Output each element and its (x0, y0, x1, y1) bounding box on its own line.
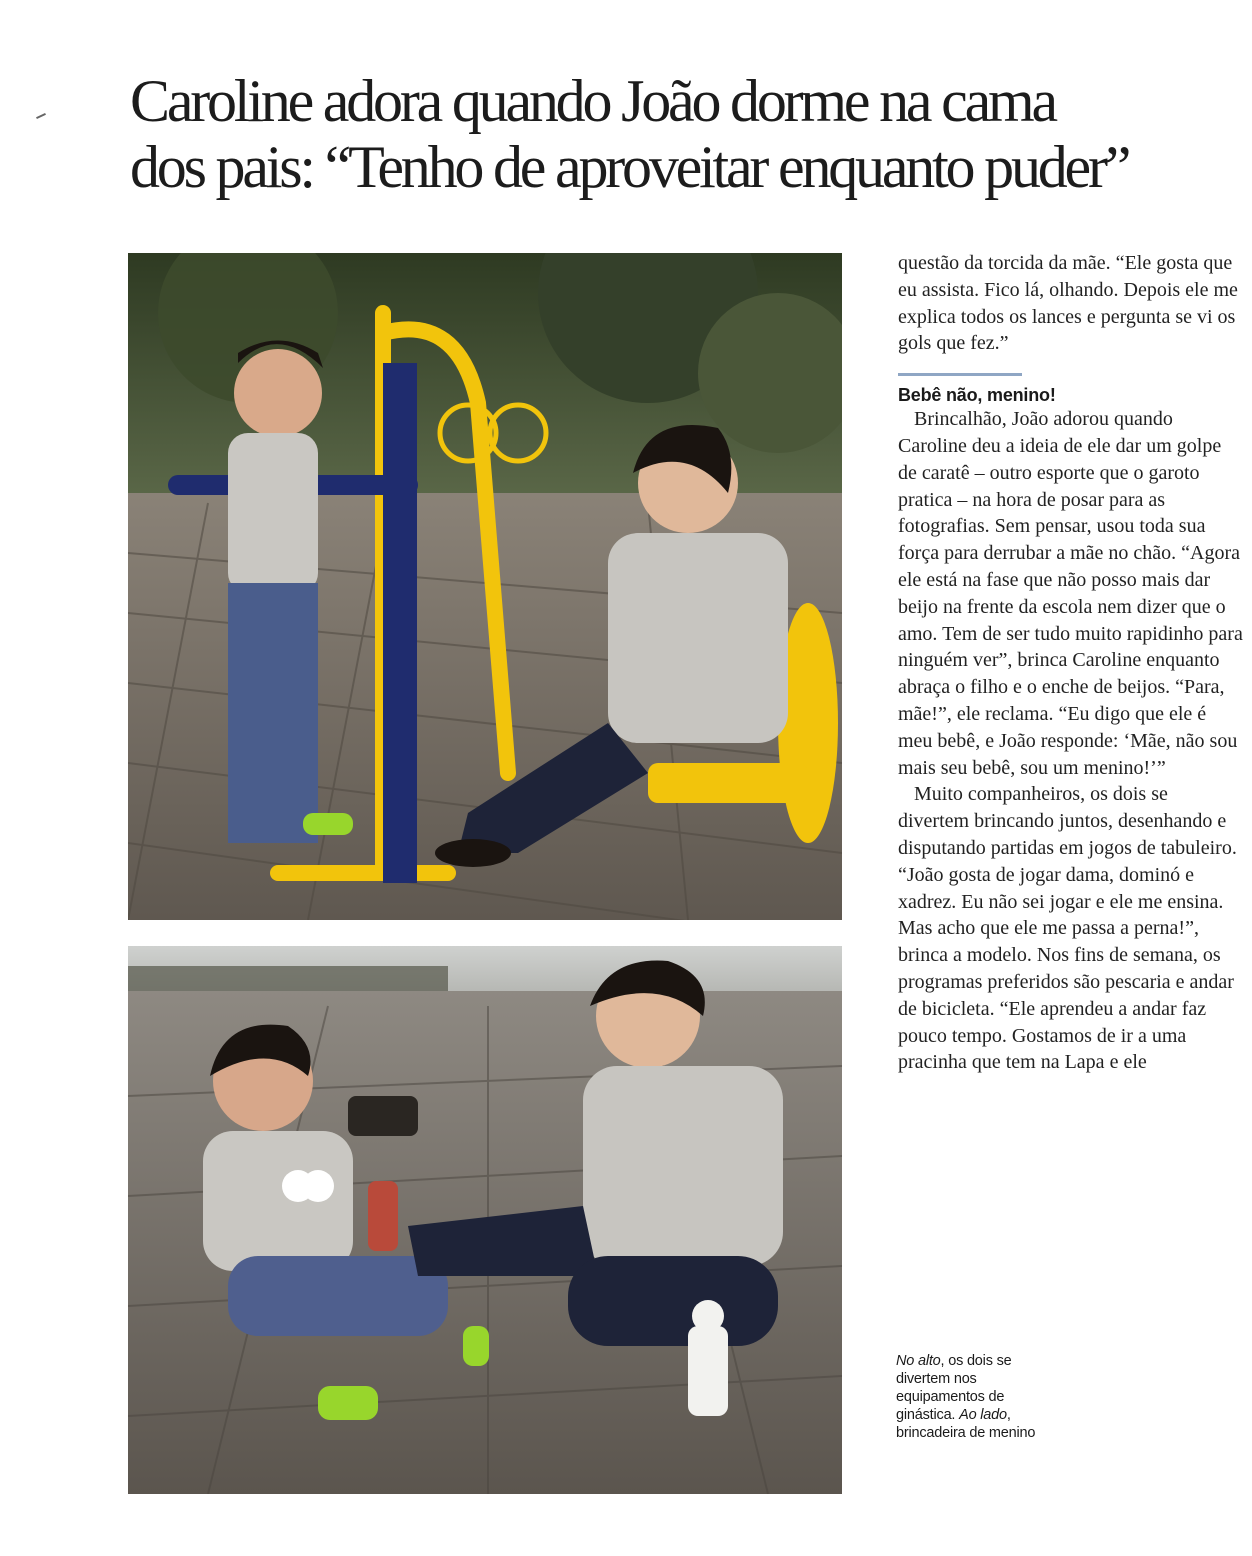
photo-gym-illustration (128, 253, 842, 920)
caption-lead-1: No alto (896, 1353, 941, 1369)
photo-floor-illustration (128, 946, 842, 1494)
photo-gym-equipment (128, 253, 842, 920)
article-headline (130, 68, 1210, 200)
subhead-rule (898, 373, 1022, 376)
photo-playing-floor (128, 946, 842, 1494)
section-subhead: Bebê não, menino! (898, 385, 1056, 406)
headline-line-2: dos pais: “Tenho de aproveitar enquanto puder” (130, 134, 1129, 200)
caption-lead-2: Ao lado (959, 1407, 1007, 1423)
headline-line-1: Caroline adora quando João dorme na cama (130, 68, 1055, 134)
paragraph-1: Brincalhão, João adorou quando Caroline deu a ideia de ele dar um golpe de caratê – outro esporte que o garoto pratica – na hora de posar para as fotografias. Sem pensar, usou toda sua força para derrubar a mãe no chão. “Agora ele está na fase que não posso mais dar beijo na frente da escola nem dizer que o amo. Tem de ser tudo muito rapidinho para ninguém ver”, brinca Caroline enquanto abraça o filho e o enche de beijos. “Para, mãe!”, ele reclama. “Eu digo que ele é meu bebê, e João responde: ‘Mãe, não sou mais seu bebê, sou um menino!’” (898, 408, 1243, 779)
caption-text-1: , os dois se divertem nos equipamentos de ginástica. (896, 1353, 1012, 1423)
photo-caption (896, 1352, 1036, 1442)
page-scan-mark (36, 113, 46, 119)
paragraph-intro: questão da torcida da mãe. “Ele gosta que eu assista. Fico lá, olhando. Depois ele me explica todos os lances e pergunta se vi os gols que fez.” (898, 252, 1238, 355)
paragraph-2: Muito companheiros, os dois se divertem brincando juntos, desenhando e disputando partidas em jogos de tabuleiro. “João gosta de jogar dama, dominó e xadrez. Eu não sei jogar e ele me ensina. Mas acho que ele me passa a perna!”, brinca a modelo. Nos fins de semana, os programas preferidos são pescaria e andar de bicicleta. “Ele aprendeu a andar faz pouco tempo. Gostamos de ir a uma pracinha que tem na Lapa e ele (898, 783, 1237, 1074)
article-column (898, 250, 1243, 1076)
caption-text-2: , brincadeira de menino (896, 1407, 1036, 1441)
